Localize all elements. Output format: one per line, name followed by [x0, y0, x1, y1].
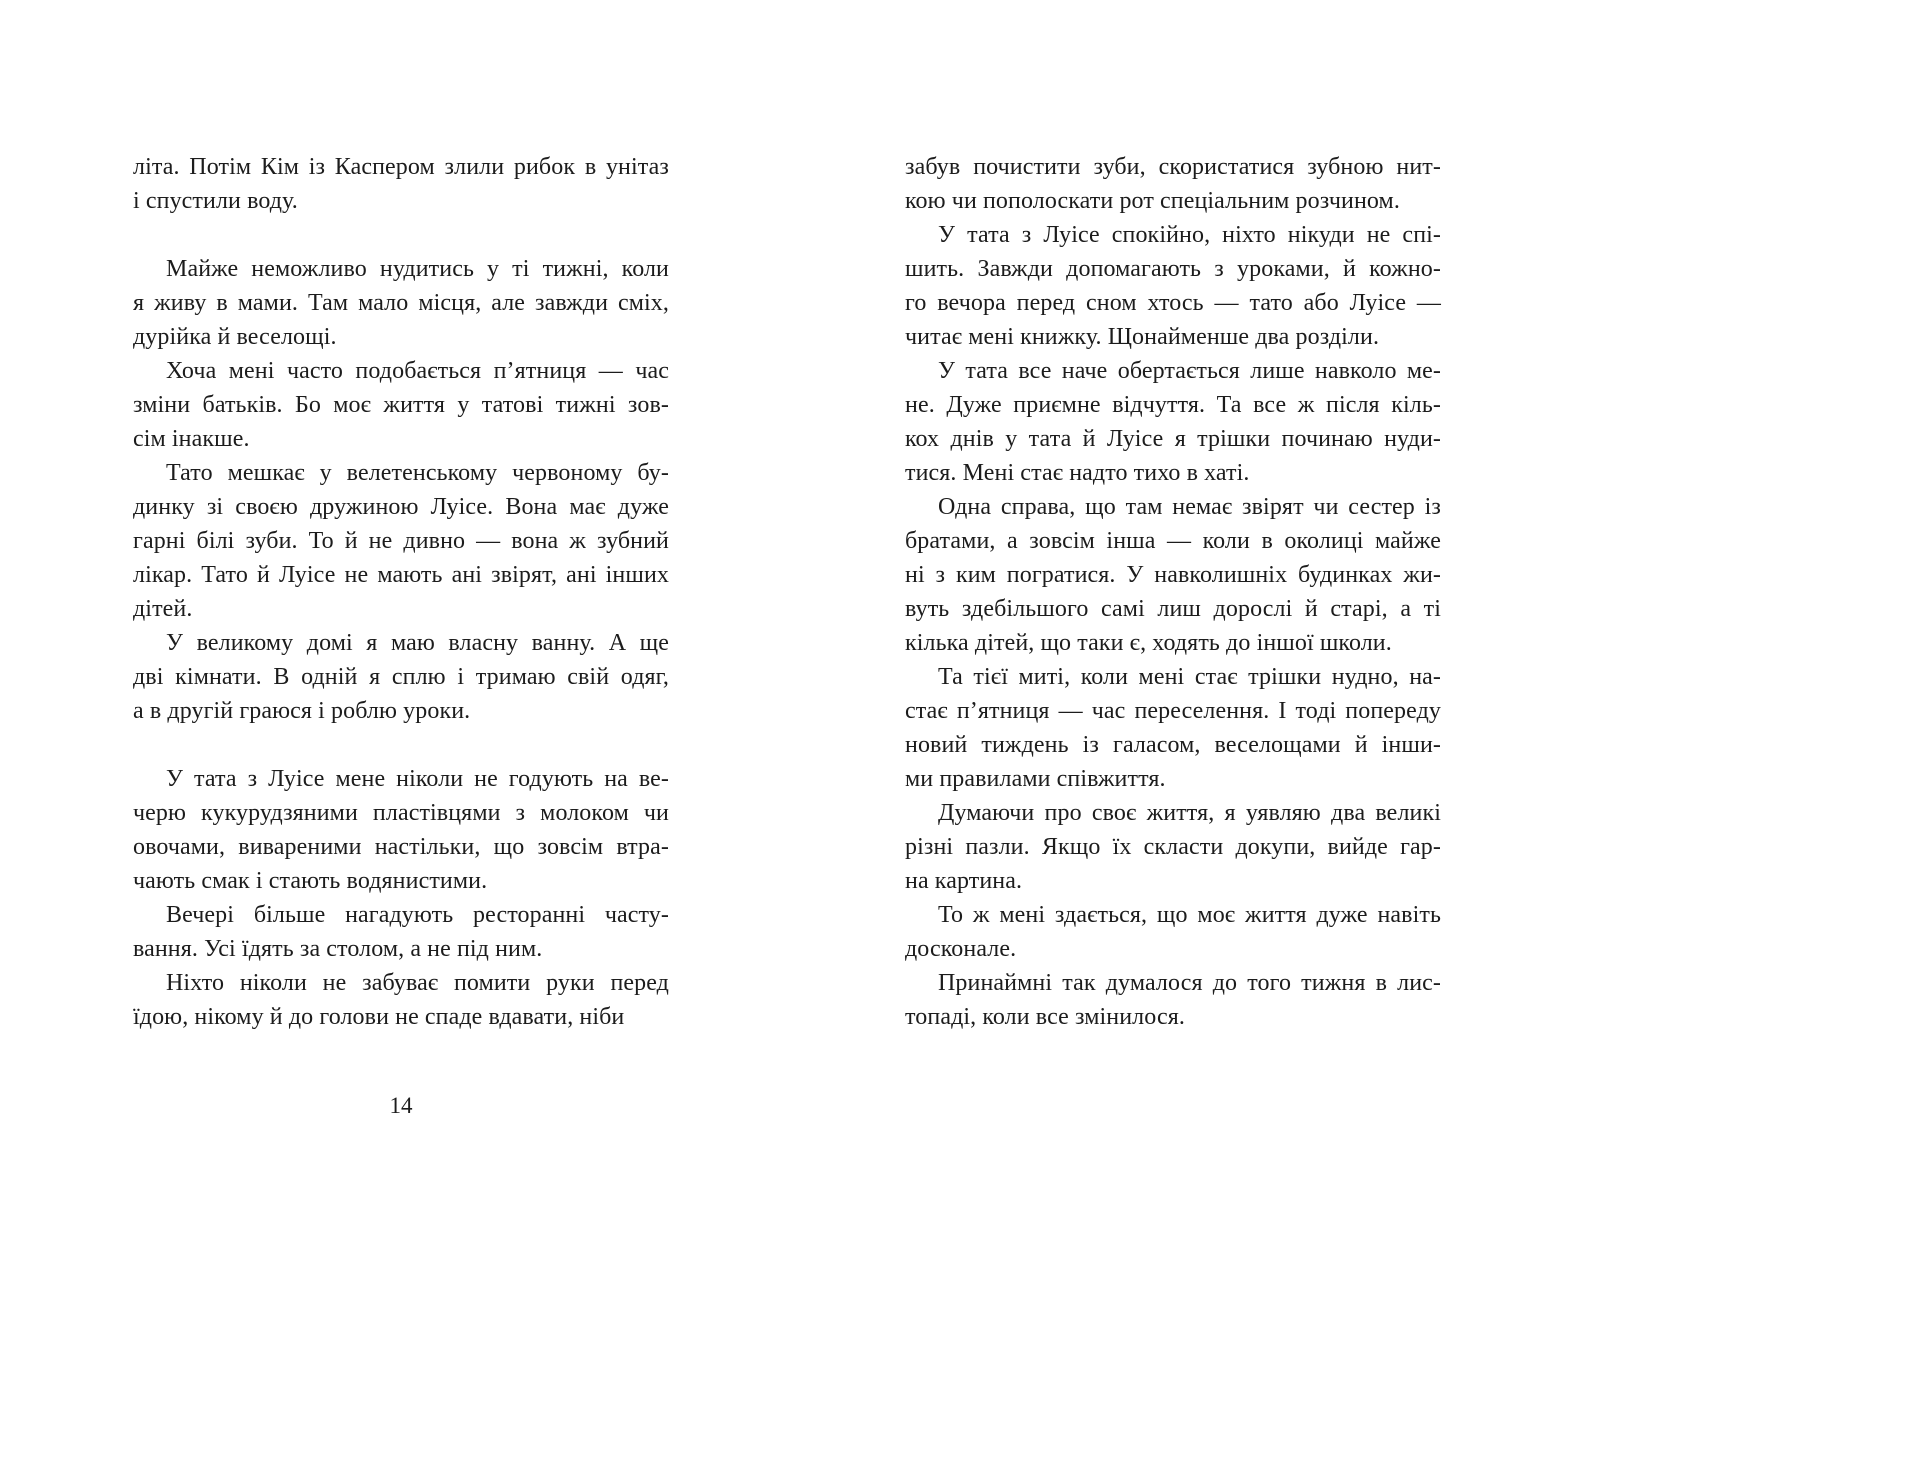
text-line: досконале.	[905, 936, 1017, 962]
text-line: дурійка й веселощі.	[133, 324, 337, 350]
text-line: кою чи пополоскати рот спеціальним розчином.	[905, 188, 1400, 214]
text-line: Принаймні так думалося до того тижня в лис-	[938, 970, 1441, 996]
text-line: різні пазли. Якщо їх скласти докупи, вийде гар-	[905, 834, 1441, 860]
text-line: Одна справа, що там немає звірят чи сестер із	[938, 494, 1441, 520]
text-line: То ж мені здається, що моє життя дуже навіть	[938, 902, 1441, 928]
text-line: літа. Потім Кім із Каспером злили рибок в унітаз	[133, 154, 669, 180]
text-line: стає п’ятниця — час переселення. І тоді попереду	[905, 698, 1441, 724]
text-line: Майже неможливо нудитись у ті тижні, коли	[166, 256, 669, 282]
text-line: лікар. Тато й Луісе не мають ані звірят, ані інших	[133, 562, 669, 588]
left-page	[133, 150, 669, 1118]
text-line: Хоча мені часто подобається п’ятниця — час	[166, 358, 669, 384]
text-line: а в другій граюся і роблю уроки.	[133, 698, 471, 724]
paragraph	[905, 796, 1441, 898]
paragraph	[905, 218, 1441, 354]
text-line: овочами, вивареними настільки, що зовсім втра-	[133, 834, 669, 860]
text-line: Тато мешкає у велетенському червоному бу-	[166, 460, 669, 486]
text-line: ми правилами співжиття.	[905, 766, 1166, 792]
text-line: не. Дуже приємне відчуття. Та все ж після кіль-	[905, 392, 1441, 418]
paragraph	[905, 898, 1441, 966]
text-line: вання. Усі їдять за столом, а не під ним.	[133, 936, 543, 962]
text-line: го вечора перед сном хтось — тато або Луісе —	[905, 290, 1441, 316]
text-line: тися. Мені стає надто тихо в хаті.	[905, 460, 1250, 486]
text-line: дітей.	[133, 596, 193, 622]
paragraph	[133, 456, 669, 626]
text-line: братами, а зовсім інша — коли в околиці майже	[905, 528, 1441, 554]
text-line: Ніхто ніколи не забуває помити руки перед	[166, 970, 669, 996]
text-line: Та тієї миті, коли мені стає трішки нудно, на-	[938, 664, 1441, 690]
text-line: динку зі своєю дружиною Луісе. Вона має дуже	[133, 494, 669, 520]
text-line: їдою, нікому й до голови не спаде вдавати, ніби	[133, 1004, 625, 1030]
paragraph	[905, 966, 1441, 1034]
text-line: я живу в мами. Там мало місця, але завжди сміх,	[133, 290, 669, 316]
paragraph	[905, 660, 1441, 796]
text-line: Вечері більше нагадують ресторанні часту-	[166, 902, 669, 928]
paragraph	[133, 966, 669, 1034]
text-line: топаді, коли все змінилося.	[905, 1004, 1185, 1030]
text-line: дві кімнати. В одній я сплю і тримаю свій одяг,	[133, 664, 669, 690]
text-line: новий тиждень із галасом, веселощами й інши-	[905, 732, 1441, 758]
text-line: черю кукурудзяними пластівцями з молоком чи	[133, 800, 669, 826]
left-page-number: 14	[389, 1093, 413, 1118]
text-line: чають смак і стають водянистими.	[133, 868, 488, 894]
left-page-text	[133, 150, 669, 1034]
paragraph	[133, 150, 669, 218]
text-line: сім інакше.	[133, 426, 250, 452]
text-line: кох днів у тата й Луісе я трішки починаю нуди-	[905, 426, 1441, 452]
paragraph	[905, 490, 1441, 660]
text-line: читає мені книжку. Щонайменше два розділи.	[905, 324, 1380, 350]
text-line: У тата з Луісе спокійно, ніхто нікуди не спі-	[938, 222, 1441, 248]
text-line: кілька дітей, що таки є, ходять до іншої школи.	[905, 630, 1392, 656]
paragraph	[133, 762, 669, 898]
paragraph	[133, 354, 669, 456]
text-line: У великому домі я маю власну ванну. А ще	[166, 630, 669, 656]
text-line: і спустили воду.	[133, 188, 298, 214]
text-line: шить. Завжди допомагають з уроками, й кожно-	[905, 256, 1441, 282]
right-page-text	[905, 150, 1441, 1034]
text-line: У тата з Луісе мене ніколи не годують на ве-	[166, 766, 669, 792]
text-line: Думаючи про своє життя, я уявляю два великі	[938, 800, 1441, 826]
text-line: У тата все наче обертається лише навколо ме-	[938, 358, 1441, 384]
text-line: забув почистити зуби, скористатися зубною нит-	[905, 154, 1441, 180]
paragraph	[133, 626, 669, 728]
text-line: на картина.	[905, 868, 1023, 894]
paragraph	[905, 150, 1441, 218]
text-line: вуть здебільшого самі лиш дорослі й старі, а ті	[905, 596, 1441, 622]
paragraph	[133, 252, 669, 354]
paragraph	[133, 898, 669, 966]
text-line: гарні білі зуби. То й не дивно — вона ж зубний	[133, 528, 669, 554]
right-page	[905, 150, 1441, 1034]
text-line: зміни батьків. Бо моє життя у татові тижні зов-	[133, 392, 669, 418]
text-line: ні з ким погратися. У навколишніх будинках жи-	[905, 562, 1441, 588]
paragraph	[905, 354, 1441, 490]
